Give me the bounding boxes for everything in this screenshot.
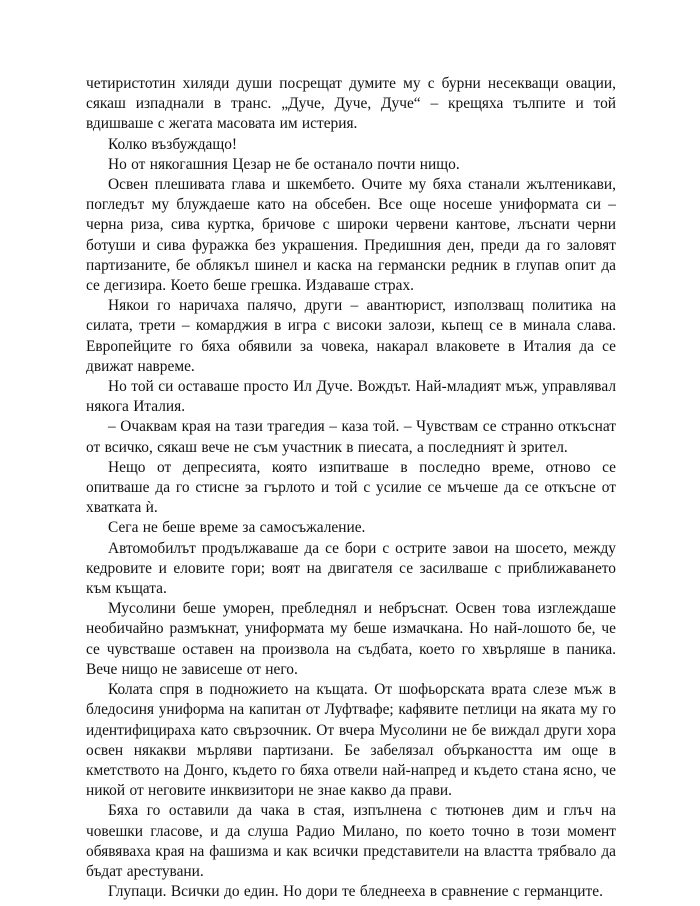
paragraph-1: четиристотин хиляди души посрещат думите му с бурни несекващи овации, сякаш изпаднали в транс. „Дуче, Дуче, Дуче“ – крещяха тълпите и той вдишваше с жегата масовата им истерия. <box>86 75 616 133</box>
paragraph-12: Колата спря в подножието на къщата. От шофьорската врата слезе мъж в бледосиня униформа на капитан от Луфтвафе; кафявите петлици на яката му го идентифицираха като свързочник. От вчера Мусолини не бе виждал други хора освен някакви мърляви партизани. Бе забелязал объркаността им още в кметството на Донго, където го бяха отвели най-напред и където стана ясно, че никой от неговите инквизитори не знае какво да прави. <box>86 681 616 800</box>
paragraph-2: Колко възбуждащо! <box>108 135 238 153</box>
paragraph-3: Но от някогашния Цезар не бе останало почти нищо. <box>108 155 460 173</box>
paragraph-6: Но той си оставаше просто Ил Дуче. Вождът. Най-младият мъж, управлявал някога Италия. <box>86 378 616 416</box>
paragraph-5: Някои го наричаха палячо, други – авантюрист, използващ политика на силата, трети – комарджия в игра с високи залози, кьпещ се в минала слава. Европейците го бяха обявили за човека, накарал влаковете в Италия да се движат навреме. <box>86 297 616 375</box>
paragraph-7: – Очаквам края на тази трагедия – каза той. – Чувствам се странно откъснат от всичко, сякаш вече не съм участник в пиесата, а последният ѝ зрител. <box>86 418 616 456</box>
paragraph-4: Освен плешивата глава и шкембето. Очите му бяха станали жълтеникави, погледът му блуждаеше като на обсебен. Все още носеше униформата си – черна риза, сива куртка, бричове с широки червени кантове, лъснати черни ботуши и сива фуражка без украшения. Предишния ден, преди да го заловят партизаните, бе облякъл шинел и каска на германски редник в глупав опит да се дегизира. Което беше грешка. Издаваше страх. <box>86 176 616 295</box>
paragraph-10: Автомобилът продължаваше да се бори с острите завои на шосето, между кедровите и еловите гори; воят на двигателя се засилваше с приближаването към къщата. <box>86 539 616 598</box>
paragraph-8: Нещо от депресията, която изпитваше в последно време, отново се опитваше да го стисне за гърлото и той с усилие се мъчеше да се откъсне от хватката ѝ. <box>86 458 616 517</box>
paragraph-9: Сега не беше време за самосъжаление. <box>108 519 366 537</box>
body-text <box>86 74 616 902</box>
paragraph-14: Глупаци. Всички до един. Но дори те бледнееха в сравнение с германците. <box>108 883 603 901</box>
paragraph-11: Мусолини беше уморен, пребледнял и небръснат. Освен това изглеждаше необичайно размъкнат, униформата му беше измачкана. Но най-лошото бе, че се чувстваше оставен на произвола на съдбата, което го хвърляше в паника. Вече нищо не зависеше от него. <box>86 600 616 678</box>
paragraph-13: Бяха го оставили да чака в стая, изпълнена с тютюнев дим и глъч на човешки гласове, и да слуша Радио Милано, по което точно в този момент обявяваха края на фашизма и как всички представители на властта трябвало да бъдат арестувани. <box>86 802 616 880</box>
